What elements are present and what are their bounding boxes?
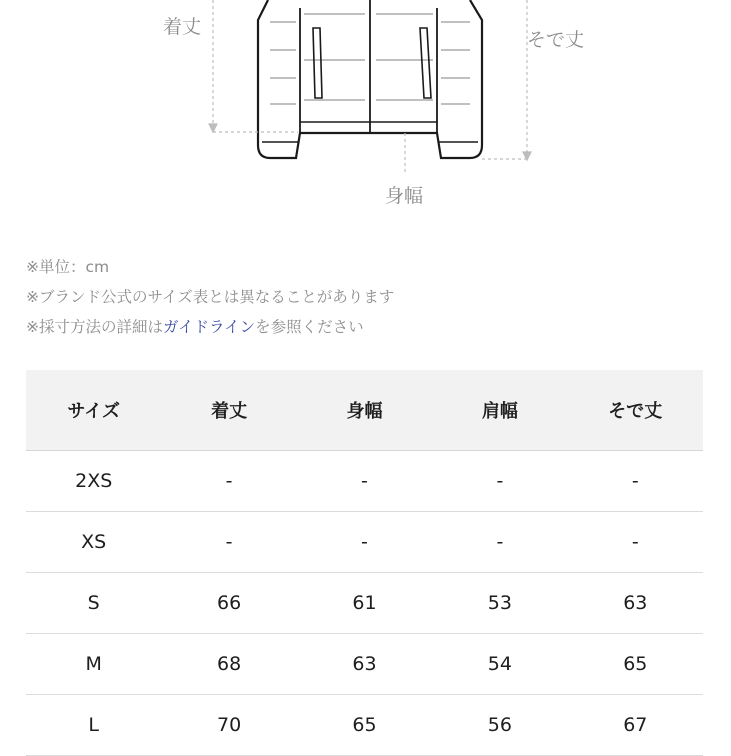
disclaimer-note: ※ブランド公式のサイズ表とは異なることがあります: [26, 288, 395, 306]
table-cell: S: [26, 573, 161, 634]
table-row: [26, 695, 703, 756]
table-cell: 68: [161, 634, 296, 695]
column-header-sleeve-length: そで丈: [568, 370, 703, 451]
table-cell: 70: [161, 695, 296, 756]
pocket-right: [420, 28, 431, 98]
body-width-label: 身幅: [385, 185, 424, 207]
length-dimension: [209, 0, 298, 132]
method-note-prefix: ※採寸方法の詳細は: [26, 318, 163, 336]
sleeve-dimension: [482, 0, 531, 160]
column-header-length: 着丈: [161, 370, 296, 451]
table-row: [26, 512, 703, 573]
table-cell: -: [297, 451, 432, 512]
table-cell: 65: [568, 634, 703, 695]
table-cell: 65: [297, 695, 432, 756]
pocket-left: [313, 28, 322, 98]
jacket-illustration: [0, 0, 731, 215]
table-cell: L: [26, 695, 161, 756]
guideline-link[interactable]: ガイドライン: [163, 318, 256, 336]
table-cell: -: [161, 451, 296, 512]
length-label: 着丈: [163, 16, 202, 38]
size-table: [26, 370, 703, 756]
table-cell: -: [297, 512, 432, 573]
table-row: [26, 451, 703, 512]
table-cell: 54: [432, 634, 567, 695]
column-header-body-width: 身幅: [297, 370, 432, 451]
table-cell: -: [161, 512, 296, 573]
sleeve-length-label: そで丈: [527, 29, 585, 51]
table-cell: -: [568, 512, 703, 573]
table-cell: 2XS: [26, 451, 161, 512]
size-diagram: [0, 0, 731, 215]
table-row: [26, 634, 703, 695]
table-row: [26, 573, 703, 634]
table-cell: M: [26, 634, 161, 695]
size-notes: [26, 255, 394, 345]
method-note-suffix: を参照ください: [255, 318, 364, 336]
table-cell: XS: [26, 512, 161, 573]
table-cell: 61: [297, 573, 432, 634]
unit-note: ※単位：cm: [26, 258, 110, 276]
table-cell: -: [432, 512, 567, 573]
table-cell: 66: [161, 573, 296, 634]
table-cell: -: [432, 451, 567, 512]
table-cell: 63: [297, 634, 432, 695]
table-cell: 67: [568, 695, 703, 756]
column-header-size: サイズ: [26, 370, 161, 451]
table-header-row: [26, 370, 703, 451]
table-cell: 63: [568, 573, 703, 634]
column-header-shoulder-width: 肩幅: [432, 370, 567, 451]
table-cell: 56: [432, 695, 567, 756]
method-note: [26, 315, 394, 345]
table-cell: -: [568, 451, 703, 512]
table-cell: 53: [432, 573, 567, 634]
